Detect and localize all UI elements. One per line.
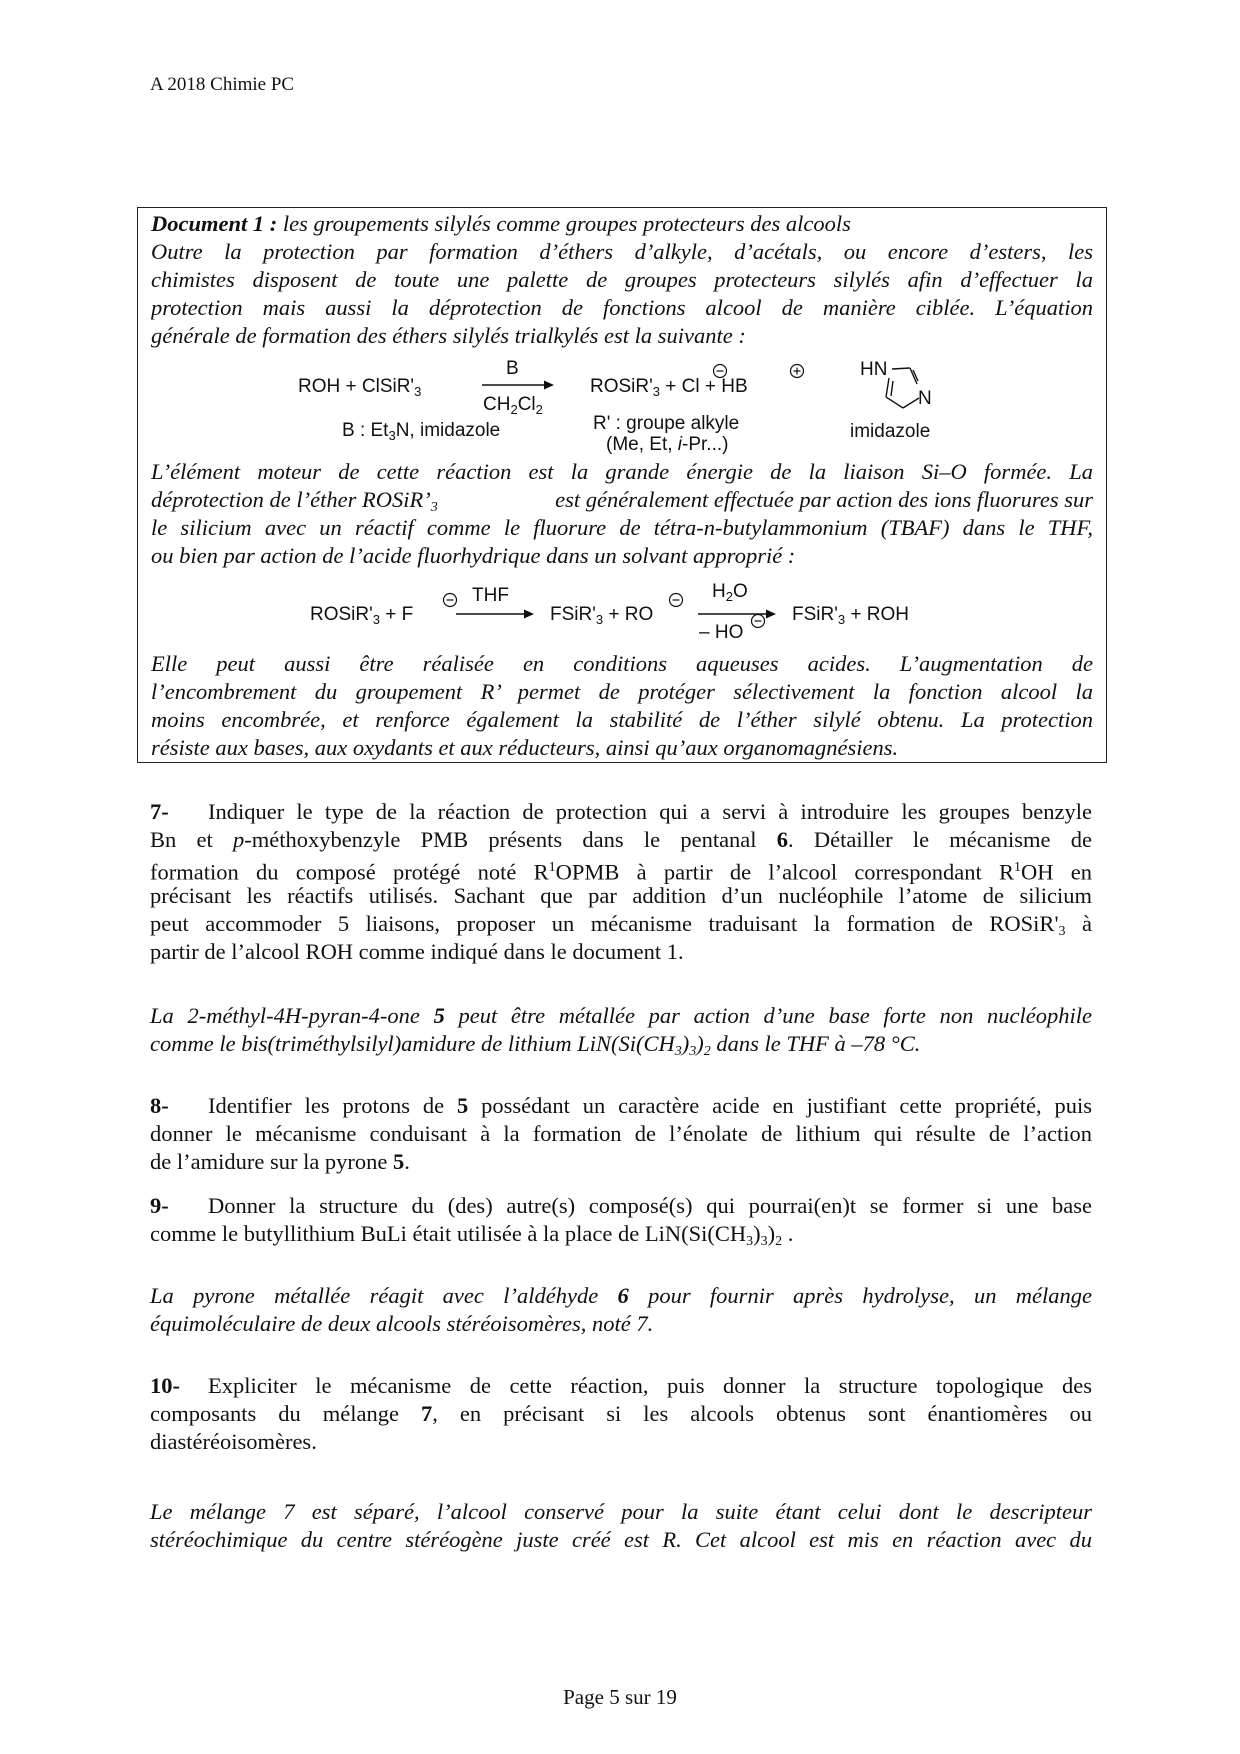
reaction-arrow-icon xyxy=(456,608,534,620)
eq2-intermediate: $FSiR'_3$ + RO xyxy=(550,604,654,627)
question-9: 9- Donner la structure du (des) autre(s) composé(s) qui pourrai(en)t se former si une base comme le butyllithium BuLi était utilisée à la place de $LiN(Si(CH_3)_3)_2$ . xyxy=(150,1193,1092,1249)
document-1-title: Document 1 : les groupements silylés comme groupes protecteurs des alcools xyxy=(151,211,851,236)
eq2-arrow2-top: $H_2O$ xyxy=(712,581,748,604)
doc-middle-line: le silicium avec un réactif comme le fluorure de tétra-n-butylammonium (TBAF) dans le THF, xyxy=(151,515,1093,540)
question-7: 7- Indiquer le type de la réaction de protection qui a servi à introduire les groupes benzyle Bn et p-méthoxybenzyle PMB présents dans le pentanal 6. Détailler le mécanisme de formation du composé protégé noté $R^1OPMB$ à partir de l’alcool correspondant $R^1OH$ en précisant les réactifs utilisés. Sachant que par addition d’un nucléophile l’atome de silicium peut accommoder 5 liaisons, proposer un mécanisme traduisant la formation de $ROSiR'_3$ à partir de l’alcool ROH comme indiqué dans le document 1. xyxy=(150,799,1093,964)
eq2-products: $FSiR'_3$ + ROH xyxy=(792,604,909,627)
doc-middle-line: L’élément moteur de cette réaction est la grande énergie de la liaison Si–O formée. La xyxy=(151,459,1093,484)
doc-end-line: résiste aux bases, aux oxydants et aux réducteurs, ainsi qu’aux organomagnésiens. xyxy=(151,735,899,760)
minus-charge-icon xyxy=(750,613,766,629)
page-number: Page 5 sur 19 xyxy=(563,1685,677,1709)
doc-intro-line: Outre la protection par formation d’éthers d’alkyle, d’acétals, ou encore d’esters, les xyxy=(151,239,1093,264)
doc-end-line: moins encombrée, et renforce également la stabilité de l’éther silylé obtenu. La protection xyxy=(151,707,1093,732)
eq1-products: $ROSiR'_3 + Cl$ + HB xyxy=(590,376,748,399)
doc-intro-line: protection mais aussi la déprotection de fonctions alcool de manière ciblée. L’équation xyxy=(151,295,1093,320)
eq1-r-label: R' : groupe alkyle xyxy=(593,413,740,434)
imidazole-n: N xyxy=(918,388,932,409)
doc-intro-line: chimistes disposent de toute une palette de groupes protecteurs silylés afin d’effectuer la xyxy=(151,267,1093,292)
eq2-arrow1-top: THF xyxy=(472,585,509,606)
eq1-arrow-top: B xyxy=(506,358,519,379)
plus-charge-icon xyxy=(789,363,805,379)
document-1-box xyxy=(137,207,1107,763)
eq1-base-label: B : $Et_3N$, imidazole xyxy=(342,420,501,443)
minus-charge-icon xyxy=(442,592,458,608)
minus-charge-icon xyxy=(712,363,728,379)
doc-end-line: l’encombrement du groupement R’ permet de protéger sélectivement la fonction alcool la xyxy=(151,679,1093,704)
question-10: 10- Expliciter le mécanisme de cette réaction, puis donner la structure topologique des composants du mélange 7, en précisant si les alcools obtenus sont énantiomères ou diastéréoisomères. xyxy=(150,1373,1092,1454)
eq1-r-examples: (Me, Et, i-Pr...) xyxy=(606,434,729,455)
context-paragraph: La 2-méthyl-4H-pyran-4-one 5 peut être métallée par action d’une base forte non nucléophile comme le bis(triméthylsilyl)amidure de lithium $LiN(Si(CH_3)_3)_2$ dans le THF à –78 °C. xyxy=(150,1003,1092,1059)
doc-middle-line: déprotection de l’éther $ROSiR’_3$ est généralement effectuée par action des ions fluorures sur xyxy=(151,487,1093,515)
context-paragraph: La pyrone métallée réagit avec l’aldéhyde 6 pour fournir après hydrolyse, un mélange équimoléculaire de deux alcools stéréoisomères, noté 7. xyxy=(150,1283,1092,1336)
imidazole-hn: HN xyxy=(860,359,888,380)
imidazole-label: imidazole xyxy=(850,421,931,442)
doc-intro-line: générale de formation des éthers silylés trialkylés est la suivante : xyxy=(151,323,746,348)
eq2-arrow2-bottom: – HO xyxy=(699,622,744,643)
minus-charge-icon xyxy=(668,592,684,608)
context-paragraph: Le mélange 7 est séparé, l’alcool conservé pour la suite étant celui dont le descripteur stéréochimique du centre stéréogène juste créé est R. Cet alcool est mis en réaction avec du xyxy=(150,1499,1092,1552)
eq1-reactants: ROH + $ClSiR'_3$ xyxy=(298,376,422,399)
reaction-arrow-icon xyxy=(482,379,554,391)
page-header: A 2018 Chimie PC xyxy=(150,74,295,95)
imidazole-ring-icon xyxy=(873,356,933,416)
eq1-arrow-bottom: $CH_2Cl_2$ xyxy=(483,394,543,417)
question-8: 8- Identifier les protons de 5 possédant un caractère acide en justifiant cette propriété, puis donner le mécanisme conduisant à la formation de l’énolate de lithium qui résulte de l’action de l’amidure sur la pyrone 5. xyxy=(150,1093,1092,1174)
eq2-reactants: $ROSiR'_3 + F$ xyxy=(310,604,414,627)
doc-end-line: Elle peut aussi être réalisée en conditions aqueuses acides. L’augmentation de xyxy=(151,651,1093,676)
doc-middle-line: ou bien par action de l’acide fluorhydrique dans un solvant approprié : xyxy=(151,543,796,568)
